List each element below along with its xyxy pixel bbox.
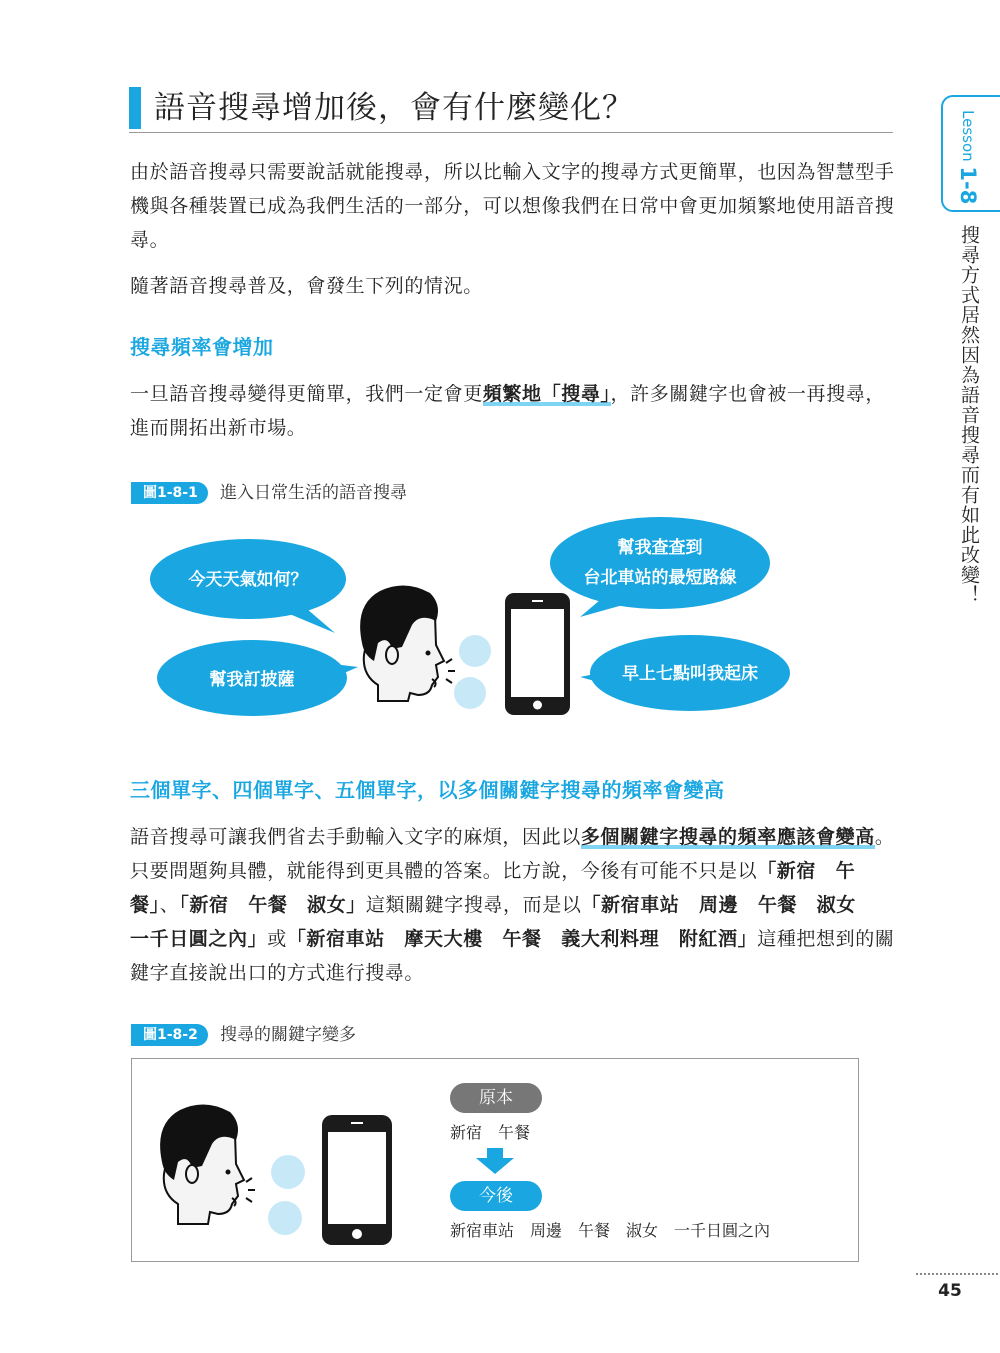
- bubble-text-pizza: 幫我訂披薩: [209, 670, 295, 690]
- text-run: ，許多關鍵字也會被一再搜尋，進而開拓出新市場。: [130, 383, 885, 439]
- query-example: 「新宿車站 周邊 午餐 淑女 一千日圓之內」: [130, 894, 876, 950]
- speech-bubble-pizza: [157, 640, 358, 716]
- bubble-text-alarm: 早上七點叫我起床: [622, 664, 758, 684]
- query-example: 「新宿 午餐」: [130, 860, 856, 916]
- section-title-keywords: 三個單字、四個單字、五個單字，以多個關鍵字搜尋的頻率會變高: [130, 778, 725, 802]
- text-run: 。只要問題夠具體，就能得到更具體的答案。比方說，今後有可能不只是以: [130, 826, 895, 882]
- page-heading: 語音搜尋增加後，會有什麼變化？: [154, 90, 634, 126]
- lesson-label: [948, 110, 988, 205]
- person-phone-illustration: [155, 1100, 405, 1250]
- bubble-text-route-2: 台北車站的最短路線: [583, 568, 737, 588]
- before-label-pill: 原本: [450, 1083, 542, 1113]
- query-example: 「新宿車站 摩天大樓 午餐 義大利料理 附紅酒」: [286, 928, 758, 950]
- bubble-text-weather: 今天天氣如何？: [188, 570, 308, 590]
- section-paragraph-frequency: [130, 377, 895, 445]
- text-run: 這種把想到的關鍵字直接說出口的方式進行搜尋。: [130, 928, 895, 984]
- voice-search-illustration: [130, 515, 810, 730]
- before-keywords: 新宿 午餐: [450, 1123, 531, 1142]
- heading-bar: [129, 87, 141, 129]
- smartphone-icon: [505, 593, 570, 715]
- page-number-divider: [916, 1273, 998, 1275]
- figure-tag: 圖1-8-1: [131, 482, 208, 504]
- chapter-side-title: 搜尋方式居然因為語音搜尋而有如此改變！: [958, 225, 980, 605]
- bubble-text-route-1: 幫我查查到: [617, 538, 703, 558]
- text-run: 這類關鍵字搜尋，而是以: [365, 894, 582, 916]
- after-keywords: 新宿車站 周邊 午餐 淑女 一千日圓之內: [450, 1221, 771, 1240]
- figure-caption: 進入日常生活的語音搜尋: [220, 483, 407, 503]
- sound-circle: [454, 677, 486, 709]
- intro-paragraph: 由於語音搜尋只需要說話就能搜尋，所以比輸入文字的搜尋方式更簡單，也因為智慧型手機與各種裝置已成為我們生活的一部分，可以想像我們在日常中會更加頻繁地使用語音搜尋。: [130, 161, 895, 251]
- speech-bubble-weather: [150, 539, 346, 633]
- figure-caption: 搜尋的關鍵字變多: [220, 1025, 356, 1045]
- lesson-word: Lesson: [959, 110, 977, 162]
- sound-circle: [459, 635, 491, 667]
- speech-bubble-alarm: [580, 635, 790, 711]
- person-head-icon: [160, 1104, 255, 1224]
- arrow-down-icon: [476, 1148, 514, 1174]
- speech-bubble-route: [550, 517, 770, 617]
- heading-rule: [129, 132, 893, 133]
- text-run: 、: [159, 894, 180, 916]
- text-run: 或: [267, 928, 287, 950]
- intro-paragraph-2: 隨著語音搜尋普及，會發生下列的情況。: [130, 275, 483, 297]
- sound-circle: [271, 1155, 305, 1189]
- page-number: 45: [938, 1281, 962, 1301]
- lesson-number: 1-8: [956, 166, 980, 205]
- section-title-frequency: 搜尋頻率會增加: [130, 335, 274, 359]
- query-example: 「新宿 午餐 淑女」: [179, 894, 366, 916]
- person-head-icon: [360, 585, 455, 701]
- text-run: 語音搜尋可讓我們省去手動輸入文字的麻煩，因此以: [130, 826, 581, 848]
- after-label-pill: 今後: [450, 1181, 542, 1211]
- smartphone-icon: [322, 1115, 392, 1245]
- emphasis-text: 多個關鍵字搜尋的頻率應該會變高: [580, 826, 875, 848]
- emphasis-text: 頻繁地「搜尋」: [482, 383, 611, 405]
- figure-tag: 圖1-8-2: [131, 1024, 208, 1046]
- sound-circle: [268, 1201, 302, 1235]
- section-paragraph-keywords: [130, 820, 895, 990]
- text-run: 一旦語音搜尋變得更簡單，我們一定會更: [130, 383, 483, 405]
